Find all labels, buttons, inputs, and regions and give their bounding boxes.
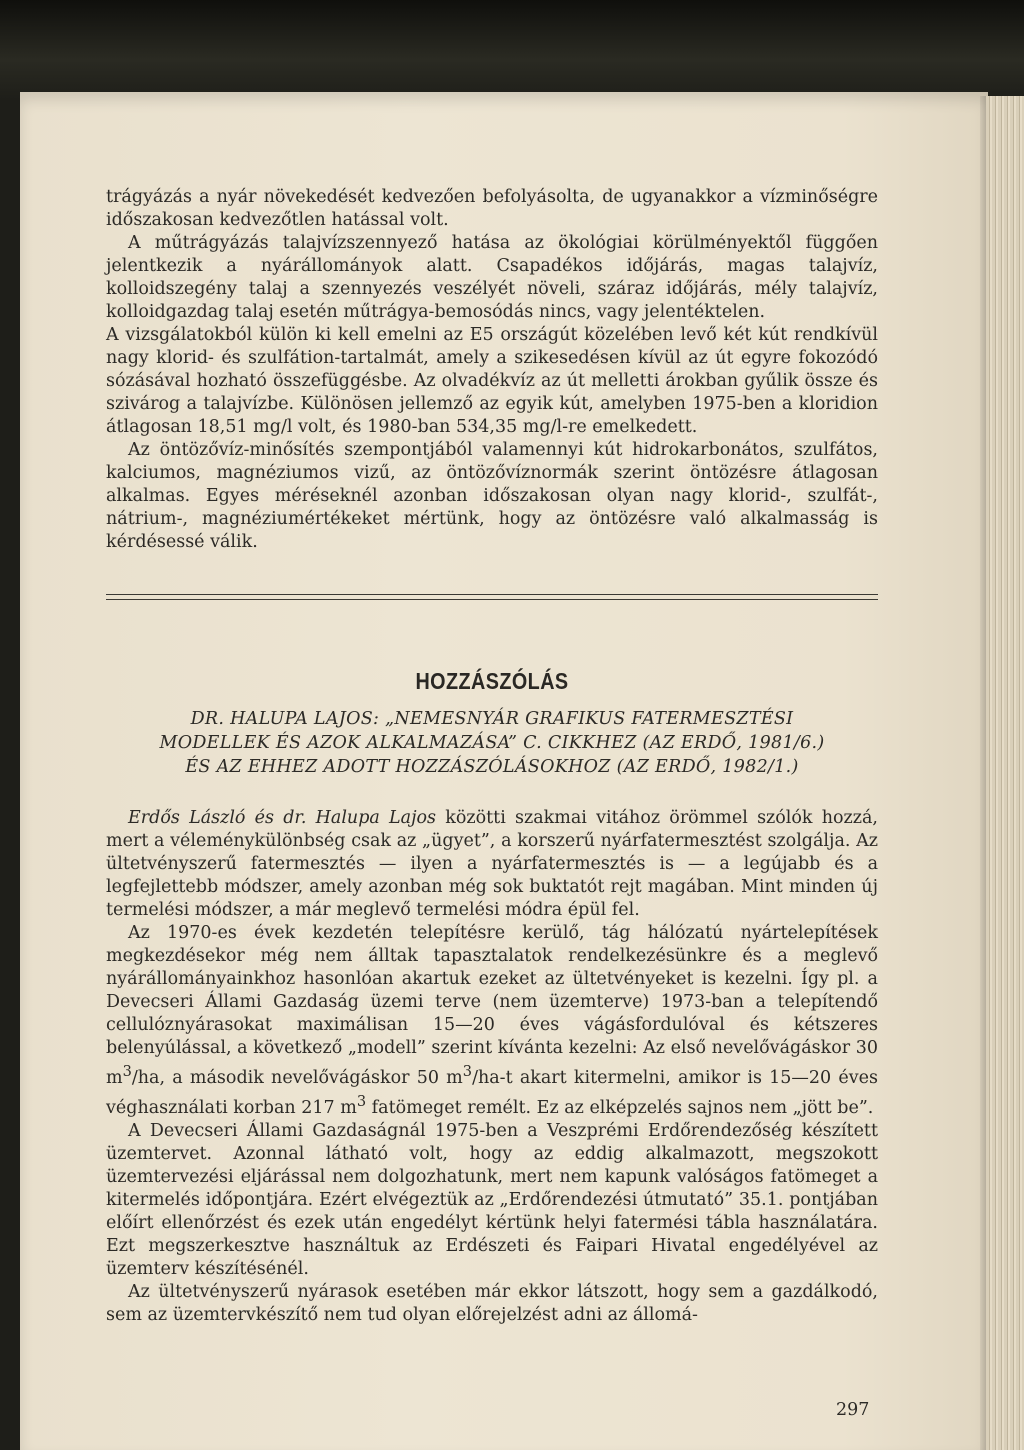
paragraph — [106, 922, 878, 1120]
paragraph-text: fatömeget remélt. Ez az elképzelés sajnos nem „jött be”. — [366, 1097, 874, 1118]
section-title: HOZZÁSZÓLÁS — [415, 668, 569, 694]
paragraph-text: Az 1970-es évek kezdetén telepítésre kerülő, tág hálózatú nyártelepítések megkezdésekor még nem álltak tapasztalatok rendelkezésünkre és a meglevő nyárállományainkhoz hasonlóan akartuk ezeket az ültetvényeket is kezelni. Így pl. a Devecseri Állami Gazdaság üzemi terve (nem üzemterve) 1973-ban a telepítendő cellulóznyárasokat maximálisan 15—20 éves vágásfordulóval és kétszeres belenyúlással, a következő „modell” szerint kívánta kezelni: Az első nevelővágáskor 30 m — [106, 923, 878, 1088]
paragraph-text: /ha, a második nevelővágáskor 50 m — [131, 1067, 463, 1088]
paragraph: A műtrágyázás talajvízszennyező hatása az ökológiai körülményektől függően jelentkezik a nyárállományok alatt. Csapadékos időjárás, magas talajvíz, kolloidszegény talaj a szennyezés veszélyét növeli, száraz időjárás, mély talajvíz, kolloidgazdag talaj esetén műtrágya-bemosódás nincs, vagy jelentéktelen. — [106, 233, 878, 322]
paragraph-text: közötti szakmai vitához örömmel szólók hozzá, mert a véleménykülönbség csak az „ügyet”, a korszerű nyárfatermesztést szolgálja. Az ültetvényszerű fatermesztés — ilyen a nyárfatermesztés is — a legújabb és a legfejlettebb módszer, amely azonban még sok buktatót rejt magában. Mint minden új termelési módszer, a már meglevő termelési módra épül fel. — [106, 808, 878, 920]
paragraph: Az öntözővíz-minősítés szempontjából valamennyi kút hidrokarbonátos, szulfátos, kalciumos, magnéziumos vizű, az öntözővíznormák szerint öntözésre átlagosan alkalmas. Egyes méréseknél azonban időszakosan olyan nagy klorid-, szulfát-, nátrium-, magnéziumértékeket mértünk, hogy az öntözésre való alkalmasság is kérdésessé válik. — [106, 440, 878, 552]
authors-names: Erdős László és dr. Halupa Lajos — [128, 808, 437, 828]
page-number: 297 — [836, 1400, 870, 1420]
page-content — [106, 186, 878, 1327]
paragraph-continued: trágyázás a nyár növekedését kedvezően befolyásolta, de ugyanakkor a vízminőségre időszakosan kedvezőtlen hatással volt. — [106, 187, 878, 230]
paragraph: Az ültetvényszerű nyárasok esetében már ekkor látszott, hogy sem a gazdálkodó, sem az üzemtervkészítő nem tud olyan előrejelzést adni az állomá- — [106, 1281, 878, 1325]
superscript: 3 — [356, 1092, 367, 1110]
paragraph: A Devecseri Állami Gazdaságnál 1975-ben a Veszprémi Erdőrendezőség készített üzemtervet. Azonnal látható volt, hogy az eddig alkalmazott, megszokott üzemtervezési eljárással nem dolgozhatunk, mert nem kapunk valóságos fatömeget a kitermelés időpontjára. Ezért elvégeztük az „Erdőrendezési útmutató” 35.1. pontjában előírt ellenőrzést és ezek után engedélyt kértünk helyi fatermési tábla használatára. Ezt megszerkesztve használtuk az Erdészeti és Faipari Hivatal engedélyével az üzemterv készítésénél. — [106, 1120, 878, 1279]
section-divider — [106, 594, 878, 600]
paragraph — [106, 807, 878, 922]
superscript: 3 — [462, 1063, 473, 1080]
book-page-edges — [986, 96, 1024, 1450]
article-subtitle — [106, 707, 878, 779]
subtitle-line: MODELLEK ÉS AZOK ALKALMAZÁSA” C. CIKKHEZ (AZ ERDŐ, 1981/6.) — [159, 733, 825, 753]
paragraph: A vizsgálatokból külön ki kell emelni az E5 országút közelében levő két kút rendkívül nagy klorid- és szulfátion-tartalmát, amely a szikesedésen kívül az út egyre fokozódó sózásával hozható összefüggésbe. Az olvadékvíz az út melletti árokban gyűlik össze és szivárog a talajvízbe. Különösen jellemző az egyik kút, amelyben 1975-ben a kloridion átlagosan 18,51 mg/l volt, és 1980-ban 534,35 mg/l-re emelkedett. — [106, 325, 878, 437]
divider-line — [106, 594, 878, 595]
divider-line — [106, 599, 878, 600]
subtitle-line: ÉS AZ EHHEZ ADOTT HOZZÁSZÓLÁSOKHOZ (AZ ERDŐ, 1982/1.) — [185, 757, 799, 777]
subtitle-line: DR. HALUPA LAJOS: „NEMESNYÁR GRAFIKUS FATERMESZTÉSI — [190, 709, 794, 729]
superscript: 3 — [122, 1063, 132, 1080]
article-body — [106, 807, 878, 1327]
paragraph-text: /ha-t akart kitermelni, amikor is 15—20 éves véghasználati korban 217 m — [106, 1067, 878, 1118]
